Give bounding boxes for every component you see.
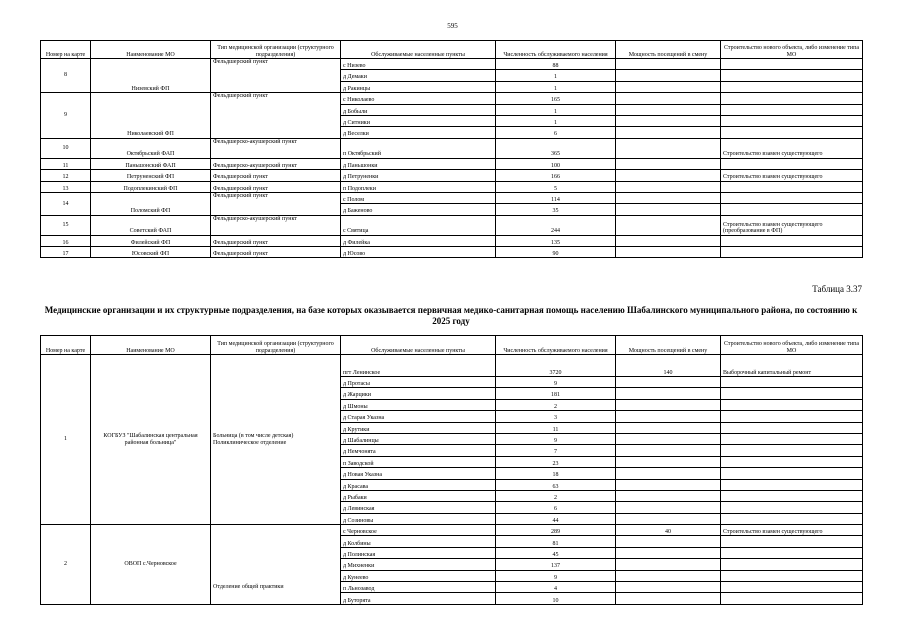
cell-name: Петруненский ФП	[91, 170, 211, 181]
cell-pop: 165	[496, 93, 616, 104]
header-pop: Численность обслуживаемого населения	[496, 41, 616, 59]
cell-capacity	[616, 582, 721, 593]
cell-settlement: с Низево	[341, 59, 496, 70]
cell-capacity	[616, 502, 721, 513]
cell-pop: 244	[496, 215, 616, 235]
cell-capacity	[616, 81, 721, 92]
cell-capacity	[616, 547, 721, 558]
cell-construction	[721, 127, 863, 138]
cell-num: 8	[41, 59, 91, 93]
cell-construction: Строительство взамен существующего (преобразование в ФП)	[721, 215, 863, 235]
cell-settlement: д Буторята	[341, 593, 496, 604]
cell-capacity	[616, 536, 721, 547]
cell-pop: 35	[496, 204, 616, 215]
cell-name: Юсовский ФП	[91, 247, 211, 258]
cell-construction	[721, 559, 863, 570]
cell-construction	[721, 513, 863, 524]
cell-settlement: д Протасы	[341, 377, 496, 388]
cell-pop: 23	[496, 456, 616, 467]
cell-construction	[721, 247, 863, 258]
cell-settlement: д Бобыли	[341, 104, 496, 115]
cell-pop: 4	[496, 582, 616, 593]
cell-num: 10	[41, 138, 91, 158]
table-header-row	[41, 336, 863, 355]
cell-num: 2	[41, 525, 91, 605]
cell-construction	[721, 104, 863, 115]
cell-type: Фельдшерский пункт	[211, 247, 341, 258]
cell-pop: 44	[496, 513, 616, 524]
cell-construction	[721, 502, 863, 513]
cell-construction	[721, 115, 863, 126]
table-row	[41, 158, 863, 169]
cell-pop: 2	[496, 490, 616, 501]
cell-pop: 7	[496, 445, 616, 456]
header-type: Тип медицинской организации (структурного подразделения)	[211, 41, 341, 59]
cell-capacity	[616, 138, 721, 158]
cell-settlement: д Петруненки	[341, 170, 496, 181]
cell-construction	[721, 445, 863, 456]
table-row	[41, 355, 863, 377]
header-name: Наименование МО	[91, 336, 211, 355]
cell-construction	[721, 433, 863, 444]
cell-capacity	[616, 127, 721, 138]
cell-name: Паньшонский ФАП	[91, 158, 211, 169]
cell-capacity	[616, 570, 721, 581]
cell-pop: 1	[496, 81, 616, 92]
header-type: Тип медицинской организации (структурного подразделения)	[211, 336, 341, 355]
cell-construction	[721, 582, 863, 593]
cell-num: 13	[41, 181, 91, 192]
cell-type: Фельдшерский пункт	[211, 93, 341, 139]
cell-num: 17	[41, 247, 91, 258]
page-number: 595	[447, 22, 458, 30]
cell-settlement: д Филейка	[341, 235, 496, 246]
cell-settlement: д Веселки	[341, 127, 496, 138]
table-header-row	[41, 41, 863, 59]
cell-pop: 289	[496, 525, 616, 536]
cell-construction	[721, 377, 863, 388]
cell-pop: 114	[496, 192, 616, 203]
cell-pop: 11	[496, 422, 616, 433]
cell-capacity	[616, 388, 721, 399]
header-served: Обслуживаемые населенные пункты	[341, 336, 496, 355]
cell-name: КОГБУЗ "Шабалинская центральная районная больница"	[91, 355, 211, 525]
cell-name: Низевский ФП	[91, 59, 211, 93]
cell-capacity	[616, 479, 721, 490]
cell-construction	[721, 399, 863, 410]
cell-capacity	[616, 181, 721, 192]
cell-capacity	[616, 490, 721, 501]
cell-pop: 1	[496, 115, 616, 126]
cell-type: Фельдшерско-акушерский пункт	[211, 215, 341, 235]
cell-capacity	[616, 399, 721, 410]
cell-settlement: д Шабалинцы	[341, 433, 496, 444]
cell-pop: 3720	[496, 355, 616, 377]
cell-type: Фельдшерский пункт	[211, 192, 341, 215]
cell-capacity	[616, 59, 721, 70]
cell-construction: Строительство взамен существующего	[721, 525, 863, 536]
cell-settlement: д Михненки	[341, 559, 496, 570]
cell-pop: 2	[496, 399, 616, 410]
header-num: Номер на карте	[41, 336, 91, 355]
cell-num: 15	[41, 215, 91, 235]
cell-capacity	[616, 158, 721, 169]
cell-capacity	[616, 433, 721, 444]
cell-settlement: д Созиновы	[341, 513, 496, 524]
cell-settlement: п Заводской	[341, 456, 496, 467]
cell-capacity	[616, 104, 721, 115]
header-num: Номер на карте	[41, 41, 91, 59]
table-row	[41, 525, 863, 536]
cell-construction	[721, 235, 863, 246]
cell-settlement: д Старая Указна	[341, 411, 496, 422]
table-row	[41, 59, 863, 70]
cell-settlement: п Октябрьский	[341, 138, 496, 158]
cell-pop: 5	[496, 181, 616, 192]
cell-construction	[721, 388, 863, 399]
cell-capacity	[616, 93, 721, 104]
cell-capacity	[616, 593, 721, 604]
cell-name: Филейский ФП	[91, 235, 211, 246]
cell-settlement: д Паньшонки	[341, 158, 496, 169]
cell-settlement: д Крутики	[341, 422, 496, 433]
cell-capacity	[616, 192, 721, 203]
cell-settlement: п Подоплеки	[341, 181, 496, 192]
cell-pop: 45	[496, 547, 616, 558]
cell-construction: Строительство взамен существующего	[721, 170, 863, 181]
cell-settlement: с Николаево	[341, 93, 496, 104]
cell-capacity	[616, 70, 721, 81]
table-row	[41, 93, 863, 104]
cell-capacity	[616, 204, 721, 215]
cell-settlement: с Черновское	[341, 525, 496, 536]
cell-capacity	[616, 456, 721, 467]
header-construction: Строительство нового объекта, либо изменение типа МО	[721, 41, 863, 59]
cell-pop: 90	[496, 247, 616, 258]
cell-type: Фельдшерско-акушерский пункт	[211, 158, 341, 169]
header-pop: Численность обслуживаемого населения	[496, 336, 616, 355]
cell-settlement: д Колбины	[341, 536, 496, 547]
cell-name: Октябрьский ФАП	[91, 138, 211, 158]
cell-type: Больница (в том числе детская) Поликлиническое отделение	[211, 355, 341, 525]
cell-num: 12	[41, 170, 91, 181]
cell-settlement: д Полинская	[341, 547, 496, 558]
cell-construction: Выборочный капитальный ремонт	[721, 355, 863, 377]
cell-capacity	[616, 422, 721, 433]
cell-pop: 10	[496, 593, 616, 604]
cell-settlement: с Святица	[341, 215, 496, 235]
cell-settlement: д Рыбаки	[341, 490, 496, 501]
cell-pop: 135	[496, 235, 616, 246]
cell-pop: 365	[496, 138, 616, 158]
cell-settlement: пгт Ленинское	[341, 355, 496, 377]
cell-construction	[721, 158, 863, 169]
continuation-table	[40, 40, 863, 258]
cell-construction	[721, 570, 863, 581]
cell-type: Фельдшерский пункт	[211, 170, 341, 181]
cell-settlement: д Ракинцы	[341, 81, 496, 92]
cell-settlement: п Льнозавод	[341, 582, 496, 593]
header-name: Наименование МО	[91, 41, 211, 59]
cell-num: 16	[41, 235, 91, 246]
cell-settlement: д Демаки	[341, 70, 496, 81]
header-construction: Строительство нового объекта, либо изменение типа МО	[721, 336, 863, 355]
cell-num: 11	[41, 158, 91, 169]
cell-pop: 100	[496, 158, 616, 169]
cell-pop: 9	[496, 433, 616, 444]
cell-name: Подоплекинский ФП	[91, 181, 211, 192]
table-row	[41, 170, 863, 181]
cell-construction	[721, 181, 863, 192]
table-row	[41, 215, 863, 235]
cell-construction	[721, 70, 863, 81]
cell-settlement: д Кунеево	[341, 570, 496, 581]
cell-construction	[721, 547, 863, 558]
table-row	[41, 192, 863, 203]
cell-settlement: д Юсово	[341, 247, 496, 258]
cell-name: Поломский ФП	[91, 192, 211, 215]
cell-pop: 137	[496, 559, 616, 570]
cell-capacity: 140	[616, 355, 721, 377]
cell-construction	[721, 192, 863, 203]
cell-capacity	[616, 411, 721, 422]
cell-pop: 9	[496, 570, 616, 581]
cell-construction	[721, 479, 863, 490]
main-table	[40, 335, 863, 605]
cell-settlement: д Жарцики	[341, 388, 496, 399]
cell-construction	[721, 456, 863, 467]
cell-capacity	[616, 513, 721, 524]
cell-capacity	[616, 468, 721, 479]
cell-type: Фельдшерский пункт	[211, 181, 341, 192]
cell-pop: 6	[496, 502, 616, 513]
cell-settlement: д Новая Указна	[341, 468, 496, 479]
cell-name: Советский ФАП	[91, 215, 211, 235]
table-row	[41, 247, 863, 258]
cell-capacity	[616, 115, 721, 126]
header-capacity: Мощность посещений в смену	[616, 41, 721, 59]
header-served: Обслуживаемые населенные пункты	[341, 41, 496, 59]
cell-construction	[721, 411, 863, 422]
table-row	[41, 138, 863, 158]
cell-pop: 88	[496, 59, 616, 70]
cell-type: Отделение общей практики	[211, 525, 341, 605]
cell-construction	[721, 93, 863, 104]
table-title: Медицинские организации и их структурные подразделения, на базе которых оказывается первичная медико-санитарная помощь населению Шабалинского муниципального района, по состоянию к 2025 году	[44, 305, 858, 326]
cell-capacity	[616, 559, 721, 570]
cell-pop: 1	[496, 70, 616, 81]
cell-construction	[721, 204, 863, 215]
cell-pop: 6	[496, 127, 616, 138]
cell-settlement: д Баженово	[341, 204, 496, 215]
cell-construction: Строительство взамен существующего	[721, 138, 863, 158]
cell-num: 14	[41, 192, 91, 215]
cell-settlement: д Красава	[341, 479, 496, 490]
cell-capacity	[616, 235, 721, 246]
cell-name: Николаевский ФП	[91, 93, 211, 139]
cell-capacity: 40	[616, 525, 721, 536]
cell-type: Фельдшерский пункт	[211, 59, 341, 93]
cell-settlement: с Полом	[341, 192, 496, 203]
cell-pop: 3	[496, 411, 616, 422]
cell-settlement: д Немчонята	[341, 445, 496, 456]
cell-settlement: д Левинская	[341, 502, 496, 513]
cell-settlement: д Ситники	[341, 115, 496, 126]
cell-pop: 166	[496, 170, 616, 181]
header-capacity: Мощность посещений в смену	[616, 336, 721, 355]
cell-construction	[721, 468, 863, 479]
cell-type: Фельдшерский пункт	[211, 235, 341, 246]
cell-construction	[721, 593, 863, 604]
cell-construction	[721, 536, 863, 547]
table-label: Таблица 3.37	[812, 284, 862, 294]
cell-capacity	[616, 445, 721, 456]
cell-settlement: д Шмоны	[341, 399, 496, 410]
cell-pop: 81	[496, 536, 616, 547]
cell-pop: 9	[496, 377, 616, 388]
cell-pop: 63	[496, 479, 616, 490]
cell-name: ОВОП с.Черновское	[91, 525, 211, 605]
cell-capacity	[616, 247, 721, 258]
cell-num: 1	[41, 355, 91, 525]
cell-num: 9	[41, 93, 91, 139]
cell-pop: 18	[496, 468, 616, 479]
cell-capacity	[616, 170, 721, 181]
cell-construction	[721, 59, 863, 70]
cell-pop: 1	[496, 104, 616, 115]
table-row	[41, 235, 863, 246]
cell-capacity	[616, 215, 721, 235]
cell-type: Фельдшерско-акушерский пункт	[211, 138, 341, 158]
cell-construction	[721, 81, 863, 92]
cell-construction	[721, 490, 863, 501]
cell-construction	[721, 422, 863, 433]
table-row	[41, 181, 863, 192]
cell-pop: 181	[496, 388, 616, 399]
cell-capacity	[616, 377, 721, 388]
